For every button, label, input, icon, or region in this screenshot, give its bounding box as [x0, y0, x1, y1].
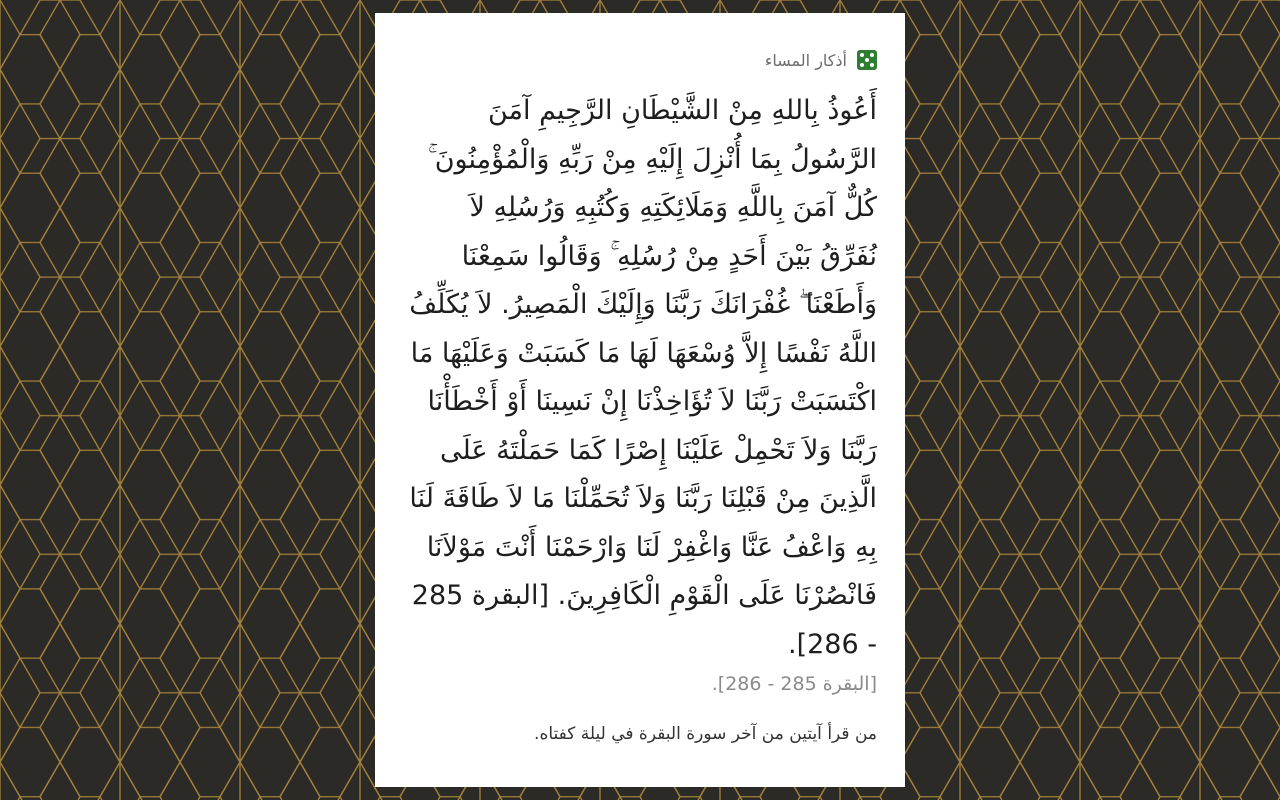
- dhikr-text: أَعُوذُ بِاللهِ مِنْ الشَّيْطَانِ الرَّجِيمِ آمَنَ الرَّسُولُ بِمَا أُنْزِلَ إِلَيْهِ مِنْ رَبِّهِ وَالْمُؤْمِنُونَ ۚ كُلٌّ آمَنَ بِاللَّهِ وَمَلَائِكَتِهِ وَكُتُبِهِ وَرُسُلِهِ لاَ نُفَرِّقُ بَيْنَ أَحَدٍ مِنْ رُسُلِهِ ۚ وَقَالُوا سَمِعْنَا وَأَطَعْنَا ۖ غُفْرَانَكَ رَبَّنَا وَإِلَيْكَ الْمَصِيرُ. لاَ يُكَلِّفُ اللَّهُ نَفْسًا إِلاَّ وُسْعَهَا لَهَا مَا كَسَبَتْ وَعَلَيْهَا مَا اكْتَسَبَتْ رَبَّنَا لاَ تُؤَاخِذْنَا إِنْ نَسِينَا أَوْ أَخْطَأْنَا رَبَّنَا وَلاَ تَحْمِلْ عَلَيْنَا إِصْرًا كَمَا حَمَلْتَهُ عَلَى الَّذِينَ مِنْ قَبْلِنَا رَبَّنَا وَلاَ تُحَمِّلْنَا مَا لاَ طَاقَةَ لَنَا بِهِ وَاعْفُ عَنَّا وَاغْفِرْ لَنَا وَارْحَمْنَا أَنْتَ مَوْلاَنَا فَانْصُرْنَا عَلَى الْقَوْمِ الْكَافِرِينَ. [البقرة 285 - 286].: [409, 95, 877, 660]
- card-header: [405, 45, 877, 75]
- dhikr-virtue: من قرأ آيتين من آخر سورة البقرة في ليلة كفتاه.: [534, 724, 877, 744]
- dhikr-card: [375, 13, 905, 787]
- dhikr-reference: [البقرة 285 - 286].: [711, 673, 877, 695]
- dice-icon: [857, 50, 877, 70]
- section-title: أذكار المساء: [764, 50, 847, 70]
